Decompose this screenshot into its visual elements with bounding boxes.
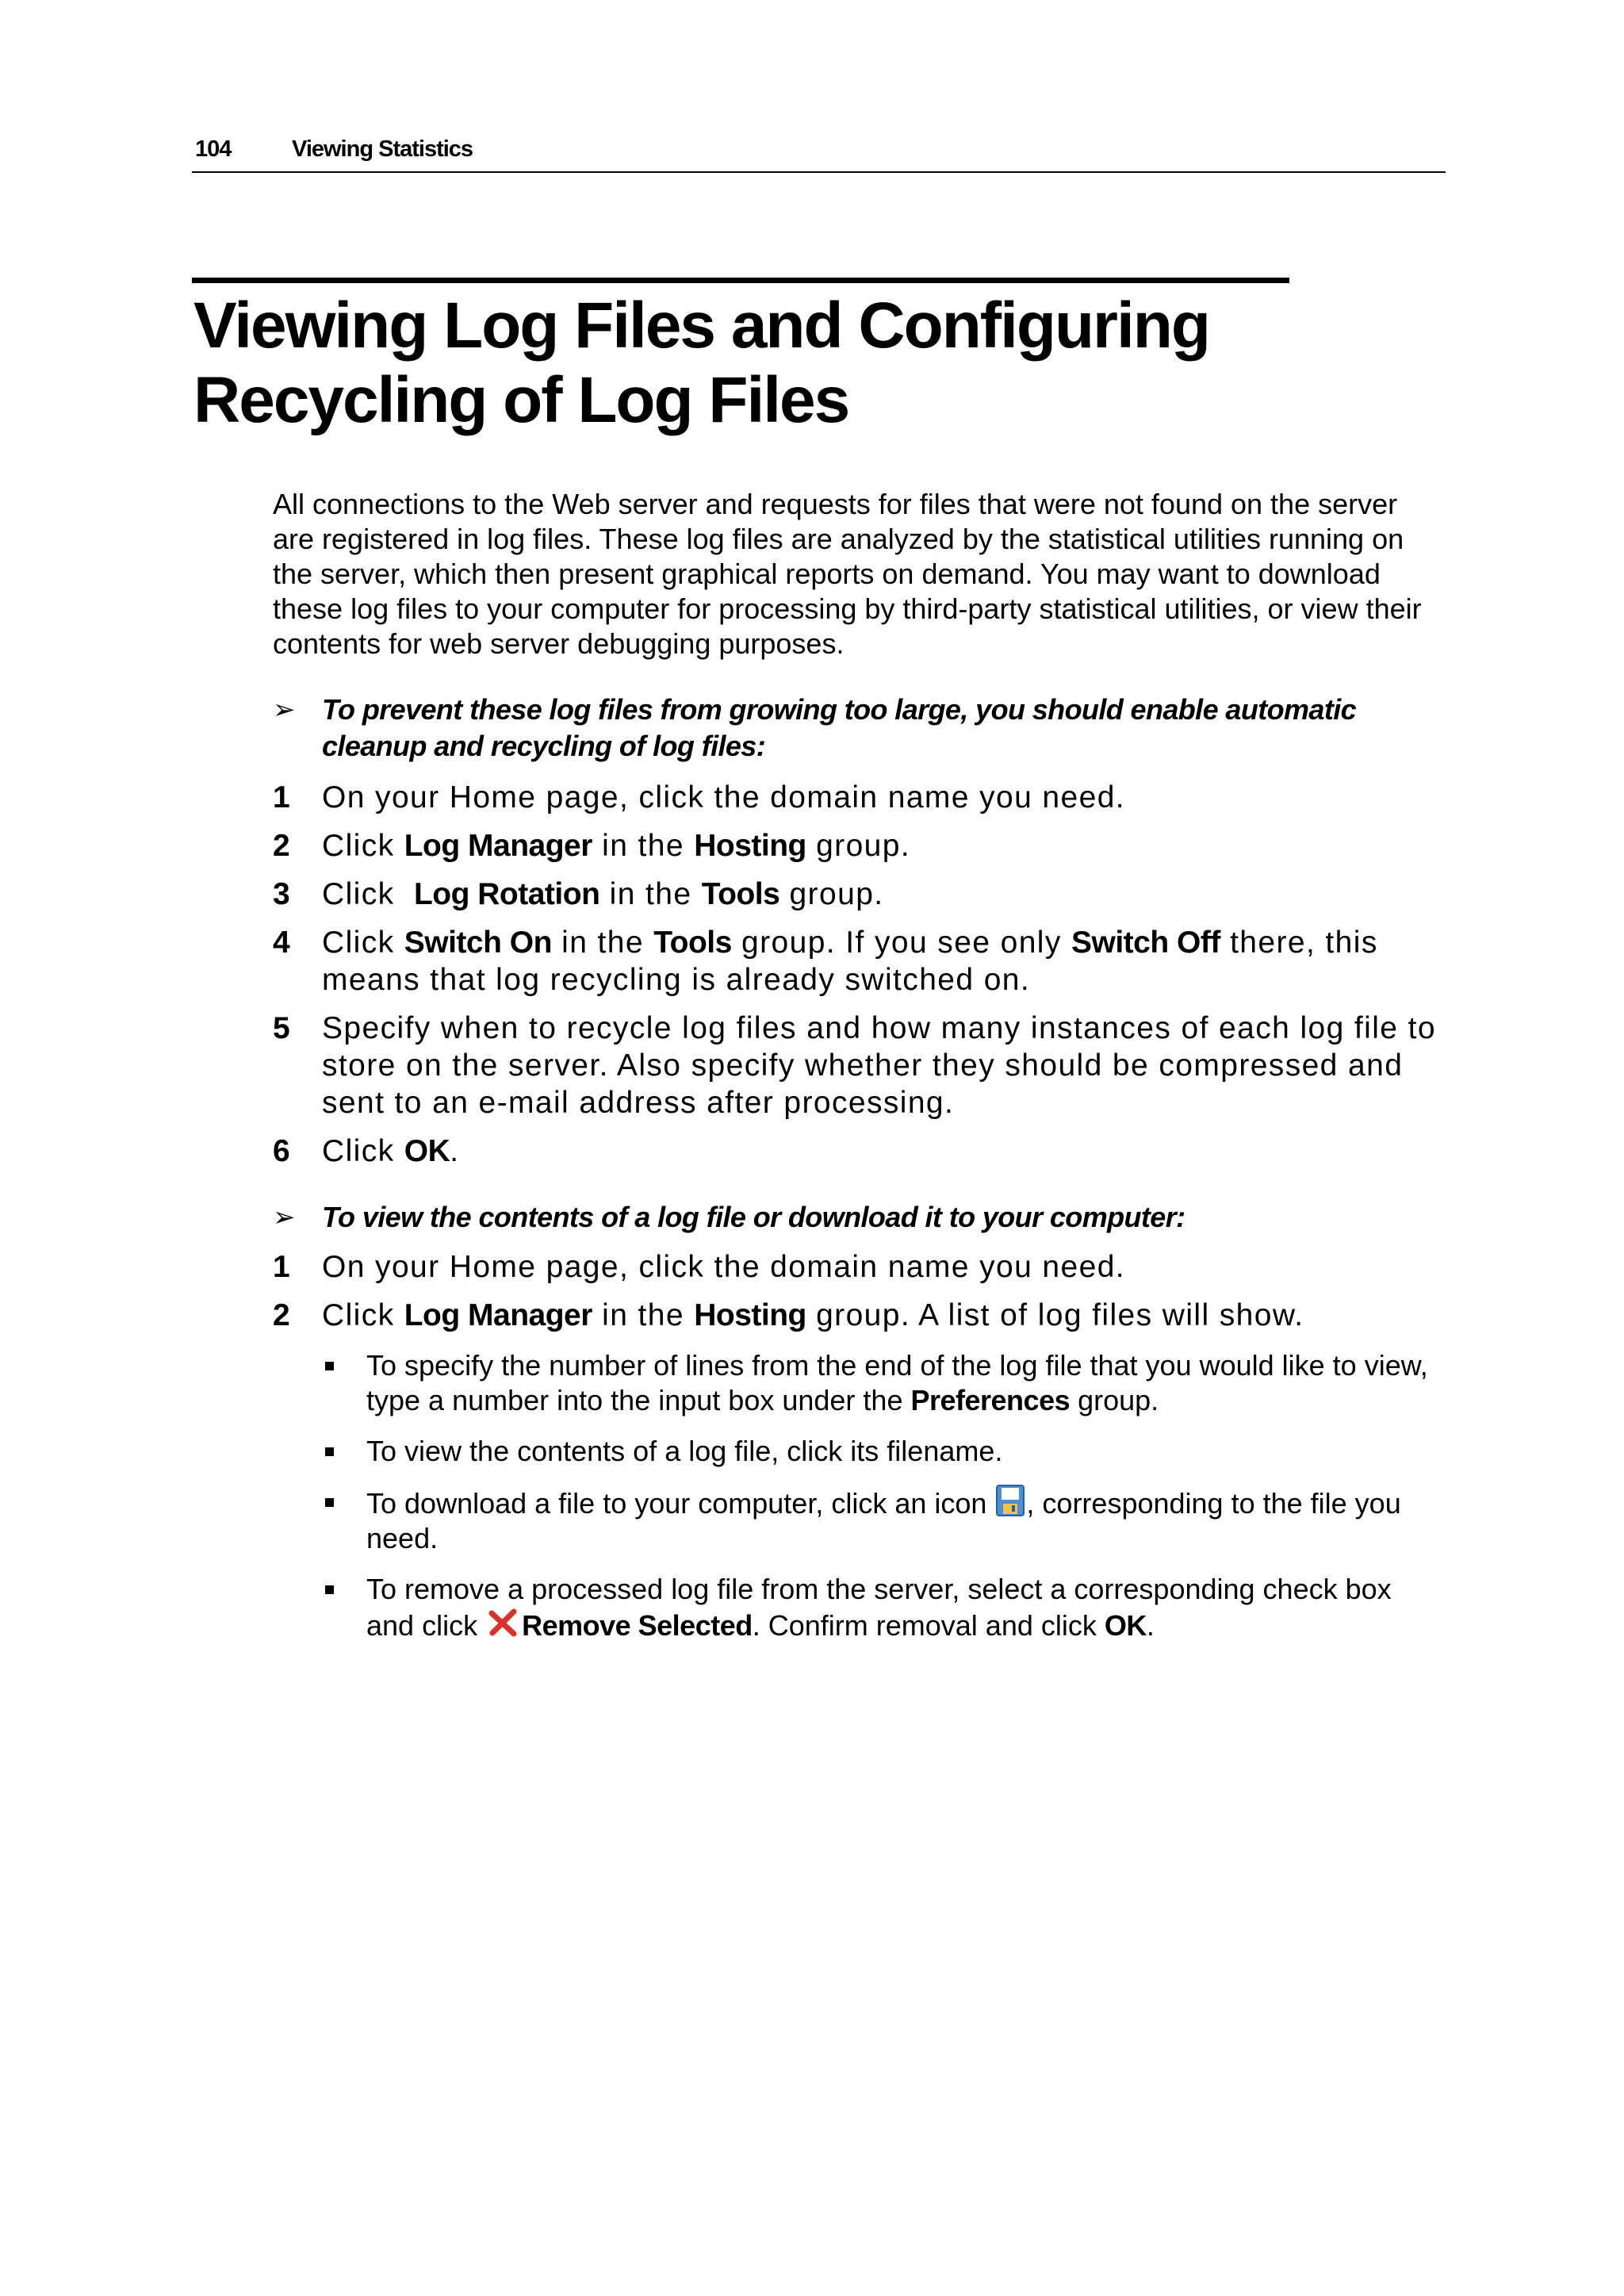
bullet-item — [273, 1348, 1446, 1418]
ui-term-tools: Tools — [701, 877, 780, 911]
bullet-text-mid: . Confirm removal and click — [752, 1609, 1105, 1642]
step-number: 3 — [273, 877, 290, 911]
square-bullet-icon — [325, 1447, 334, 1456]
ui-term-hosting: Hosting — [694, 829, 806, 863]
page-number: 104 — [195, 136, 232, 162]
download-disk-icon — [996, 1485, 1025, 1516]
ui-term-hosting: Hosting — [694, 1298, 806, 1332]
bullet-list — [273, 1348, 1446, 1643]
step-list — [273, 779, 1446, 1170]
step-item — [273, 779, 1446, 816]
bullet-text-post: group. — [1070, 1384, 1159, 1416]
step-text-pre: Click — [322, 877, 414, 911]
procedure-view-download — [273, 1199, 1446, 1659]
bullet-text-post: , corresponding to the file you need. — [366, 1487, 1401, 1554]
step-list — [273, 1248, 1446, 1334]
section-title: Viewing Statistics — [292, 136, 473, 162]
bullet-text: To view the contents of a log file, click its filename. — [366, 1435, 1003, 1467]
step-item — [273, 1133, 1446, 1170]
bullet-item — [273, 1485, 1446, 1556]
title-rule — [192, 278, 1289, 283]
square-bullet-icon — [325, 1585, 334, 1594]
step-text: On your Home page, click the domain name you need. — [322, 1250, 1126, 1284]
step-text-mid: in the — [599, 877, 702, 911]
ui-term-ok: OK — [1104, 1609, 1147, 1642]
square-bullet-icon — [325, 1362, 334, 1370]
bullet-item — [273, 1434, 1446, 1469]
square-bullet-icon — [325, 1498, 334, 1507]
procedure-heading-text: To prevent these log files from growing too large, you should enable automatic cleanup and recycling of log files: — [322, 693, 1357, 762]
bullet-text-pre: To download a file to your computer, click an icon — [366, 1487, 995, 1520]
arrow-bullet-icon: ➢ — [273, 695, 295, 725]
bullet-text-pre: To remove a processed log file from the server, select a corresponding check box and click — [366, 1573, 1392, 1642]
step-item — [273, 876, 1446, 913]
step-number: 6 — [273, 1134, 290, 1168]
procedure-heading-text: To view the contents of a log file or download it to your computer: — [322, 1201, 1185, 1233]
step-text-post: group. — [779, 877, 884, 911]
ui-term-log-manager: Log Manager — [404, 1298, 592, 1332]
intro-paragraph: All connections to the Web server and requests for files that were not found on the server are registered in log files. These log files are analyzed by the statistical utilities running on the server, which then present graphical reports on demand. You may want to download these log files to your computer for processing by third-party statistical utilities, or view their contents for web server debugging purposes. — [273, 488, 1422, 660]
step-text-pre: Click — [322, 1134, 404, 1168]
step-item — [273, 924, 1446, 999]
ui-term-switch-off: Switch Off — [1071, 926, 1220, 960]
step-item — [273, 1010, 1446, 1121]
step-text-mid: in the — [592, 829, 695, 863]
arrow-bullet-icon: ➢ — [273, 1202, 295, 1232]
step-number: 1 — [273, 780, 290, 815]
step-text-post: group. A list of log files will show. — [806, 1298, 1304, 1332]
step-text: Specify when to recycle log files and how many instances of each log file to store on the server. Also specify whether they should be compressed and sent to an e-mail address after processing. — [322, 1011, 1436, 1120]
step-item — [273, 1297, 1446, 1334]
ui-term-ok: OK — [404, 1134, 450, 1168]
page-title: Viewing Log Files and Configuring Recycling of Log Files — [193, 289, 1209, 436]
bullet-item — [273, 1572, 1446, 1643]
ui-term-log-manager: Log Manager — [404, 829, 592, 863]
running-header — [192, 133, 1446, 173]
ui-term-log-rotation: Log Rotation — [413, 877, 600, 911]
step-number: 2 — [273, 829, 290, 863]
step-text-mid: in the — [551, 926, 654, 960]
step-item — [273, 1248, 1446, 1286]
bullet-text-post: . — [1146, 1609, 1155, 1642]
step-text-post: . — [450, 1134, 460, 1168]
step-number: 4 — [273, 926, 290, 960]
step-text-post: group. — [806, 829, 911, 863]
step-text-pre: Click — [322, 1298, 404, 1332]
step-text-pre: Click — [322, 926, 404, 960]
step-number: 5 — [273, 1011, 290, 1045]
procedure-heading — [273, 692, 1446, 765]
step-text-mid: in the — [592, 1298, 695, 1332]
step-text: On your Home page, click the domain name you need. — [322, 780, 1126, 815]
procedure-heading — [273, 1199, 1446, 1236]
step-text-pre: Click — [322, 829, 404, 863]
remove-x-icon — [487, 1607, 519, 1639]
step-number: 2 — [273, 1298, 290, 1332]
step-item — [273, 827, 1446, 864]
step-text-mid2: group. If you see only — [731, 926, 1071, 960]
ui-term-preferences: Preferences — [910, 1384, 1071, 1416]
bullet-text-pre: To specify the number of lines from the end of the log file that you would like to view, type a number into the input box under the — [366, 1349, 1428, 1416]
ui-term-switch-on: Switch On — [404, 926, 552, 960]
ui-term-remove-selected: Remove Selected — [522, 1609, 753, 1642]
step-text-post: there, this means that log recycling is already switched on. — [322, 926, 1378, 997]
ui-term-tools: Tools — [653, 926, 732, 960]
step-number: 1 — [273, 1250, 290, 1284]
procedure-enable-recycling — [273, 692, 1446, 1170]
